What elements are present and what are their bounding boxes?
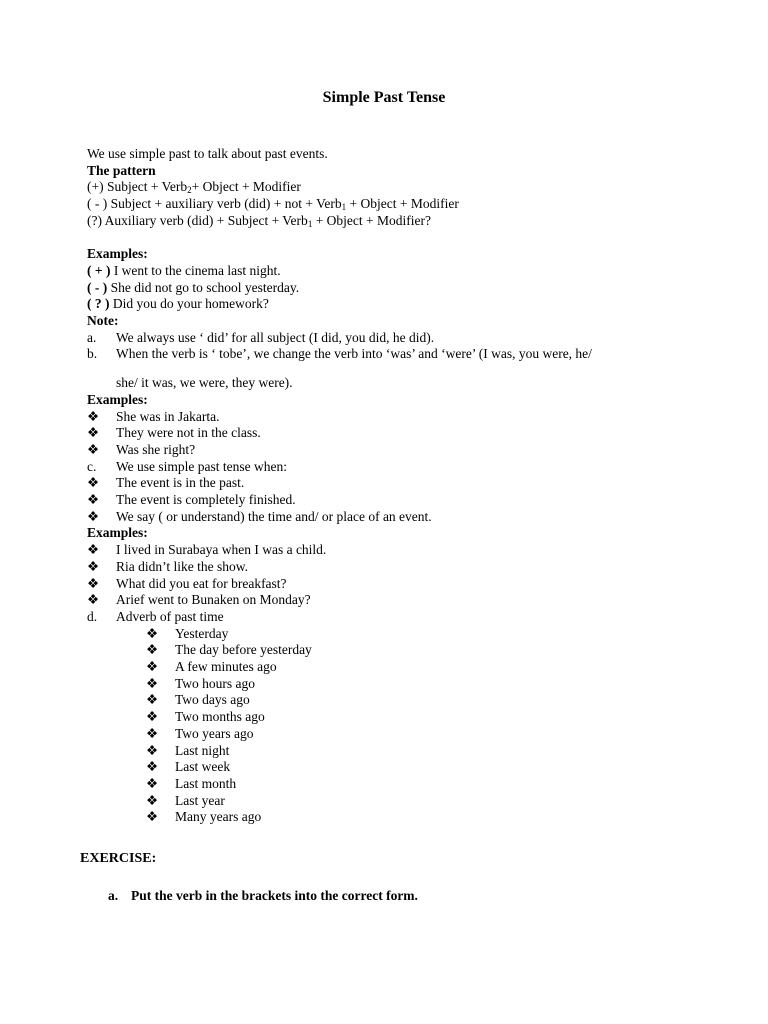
bullet-icon: ❖ — [146, 659, 159, 675]
adverb-item: ❖ Two days ago — [146, 692, 250, 708]
bullet-icon: ❖ — [87, 475, 100, 491]
adverb-item: ❖ Last month — [146, 776, 237, 791]
intro-text: We use simple past to talk about past events. — [87, 146, 328, 161]
pattern-negative: ( - ) Subject + auxiliary verb (did) + not + Verb$_1$ + Object + Modifier — [87, 196, 459, 213]
adverb-item: ❖ Two months ago — [146, 709, 265, 725]
list-item: ❖ We say ( or understand) the time and/ or place of an event. — [87, 508, 432, 524]
adverb-item: ❖ Last night — [146, 742, 230, 758]
adverb-item: ❖ The day before yesterday — [146, 642, 312, 658]
adverb-item: ❖ A few minutes ago — [146, 659, 277, 675]
pattern-positive: (+) Subject + Verb$_2$+ Object + Modifier — [87, 179, 301, 196]
bullet-icon: ❖ — [146, 692, 159, 708]
bullet-icon: ❖ — [87, 408, 100, 424]
document-body — [87, 146, 707, 826]
examples-heading: Examples: — [87, 391, 148, 407]
example-item: ❖ Was she right? — [87, 441, 196, 457]
bullet-icon: ❖ — [146, 709, 159, 725]
bullet-icon: ❖ — [87, 542, 100, 558]
example-item: ❖ What did you eat for breakfast? — [87, 575, 287, 591]
bullet-icon: ❖ — [87, 425, 100, 441]
adverb-item: ❖ Two years ago — [146, 725, 254, 741]
bullet-icon: ❖ — [146, 776, 159, 791]
bullet-icon: ❖ — [87, 575, 100, 591]
bullet-icon: ❖ — [146, 625, 159, 641]
list-item: ❖ The event is in the past. — [87, 475, 245, 491]
bullet-icon: ❖ — [87, 508, 100, 524]
bullet-icon: ❖ — [146, 809, 159, 825]
bullet-icon: ❖ — [87, 592, 100, 608]
point-c: c. We use simple past tense when: — [87, 458, 287, 474]
example-item: ❖ Arief went to Bunaken on Monday? — [87, 592, 311, 608]
example-item: ❖ She was in Jakarta. — [87, 408, 220, 424]
example-item: ❖ Ria didn’t like the show. — [87, 558, 248, 574]
note-heading: Note: — [87, 313, 119, 329]
adverb-item: ❖ Yesterday — [146, 625, 229, 641]
adverb-item: ❖ Last year — [146, 792, 225, 808]
example-item: ( ? ) Did you do your homework? — [87, 296, 269, 312]
example-item: ❖ They were not in the class. — [87, 425, 261, 441]
adverb-item: ❖ Many years ago — [146, 809, 262, 825]
adverb-item: ❖ Last week — [146, 759, 231, 775]
point-d: d. Adverb of past time — [87, 608, 224, 624]
pattern-heading: The pattern — [87, 162, 156, 178]
exercise-task: a. Put the verb in the brackets into the correct form. — [108, 888, 418, 903]
example-item: ❖ I lived in Surabaya when I was a child. — [87, 542, 327, 558]
bullet-icon: ❖ — [146, 792, 159, 808]
bullet-icon: ❖ — [146, 759, 159, 775]
adverb-item: ❖ Two hours ago — [146, 675, 256, 691]
bullet-icon: ❖ — [146, 725, 159, 741]
bullet-icon: ❖ — [146, 642, 159, 658]
note-b-continued: she/ it was, we were, they were). — [116, 375, 293, 391]
list-item: ❖ The event is completely finished. — [87, 492, 296, 508]
pattern-question: (?) Auxiliary verb (did) + Subject + Verb$_1$ + Object + Modifier? — [87, 212, 432, 229]
example-item: ( + ) I went to the cinema last night. — [87, 262, 281, 278]
bullet-icon: ❖ — [146, 675, 159, 691]
examples-heading: Examples: — [87, 246, 148, 262]
note-a: a. We always use ‘ did’ for all subject (I did, you did, he did). — [87, 329, 435, 345]
bullet-icon: ❖ — [87, 558, 100, 574]
note-b: b. When the verb is ‘ tobe’, we change the verb into ‘was’ and ‘were’ (I was, you were, he/ — [87, 346, 592, 362]
bullet-icon: ❖ — [87, 441, 100, 457]
examples-heading: Examples: — [87, 525, 148, 541]
exercise-heading: EXERCISE: — [80, 851, 157, 866]
page-title: Simple Past Tense — [322, 89, 446, 106]
bullet-icon: ❖ — [87, 492, 100, 508]
bullet-icon: ❖ — [146, 742, 159, 758]
example-item: ( - ) She did not go to school yesterday. — [87, 279, 300, 295]
